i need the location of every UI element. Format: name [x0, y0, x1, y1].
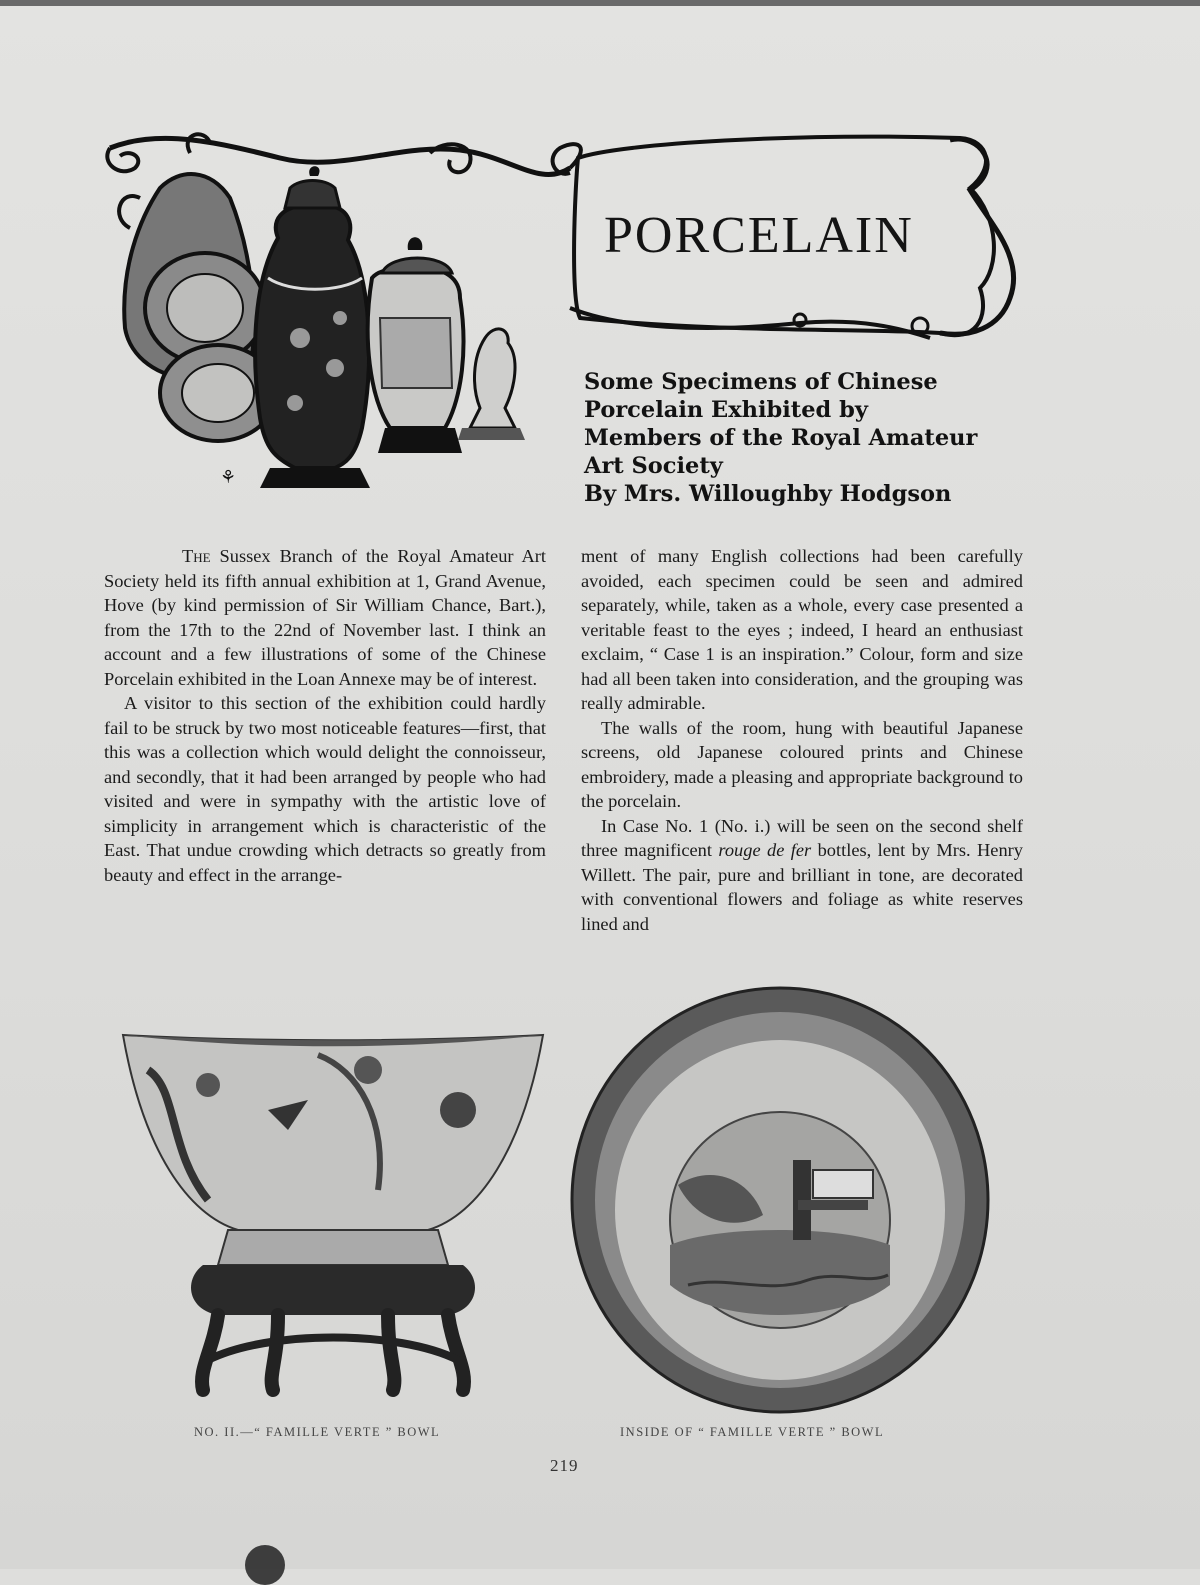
paragraph: A visitor to this section of the exhibition could hardly fail to be struck by two most noticeable features—first, that this was a collection which would delight the connoisseur, and secondly, that it had been arranged by people who had visited and were in sympathy with the artistic love of simplicity in arrangement which is characteristic of the East. That undue crowding which detracts so greatly from beauty and effect in the arrange- [104, 693, 546, 885]
subtitle-line: Some Specimens of Chinese [584, 369, 938, 395]
page-title: PORCELAIN [604, 207, 914, 264]
paragraph-text: In Case No. 1 (No. i.) will be seen on the second shelf three magnificent [581, 815, 1023, 860]
paragraph [104, 544, 546, 691]
paragraph: The walls of the room, hung with beautiful Japanese screens, old Japanese coloured prints and Chinese embroidery, made a pleasing and appropriate background to the porcelain. [581, 717, 1023, 811]
svg-text:⚘: ⚘ [220, 467, 237, 488]
paragraph-text: bottles, lent by Mrs. Henry Willett. The pair, pure and brilliant in tone, are decorated with conventional flowers and foliage as white reserves lined and [581, 840, 1023, 934]
top-border [0, 0, 1200, 6]
subtitle-line: Art Society [584, 453, 723, 479]
paragraph-text: Sussex Branch of the Royal Amateur Art Society held its fifth annual exhibition at 1, Grand Avenue, Hove (by kind permission of Sir William Chance, Bart.), from the 17th to the 22nd of November last. I think an account and a few illustrations of some of the Chinese Porcelain exhibited in the Loan Annexe may be of interest. [104, 546, 546, 689]
figure-caption: INSIDE OF “ FAMILLE VERTE ” BOWL [620, 1425, 885, 1439]
page-number: 219 [550, 1456, 579, 1475]
paragraph: ment of many English collections had been carefully avoided, each specimen could be seen and admired separately, while, taken as a whole, every case presented a veritable feast to the eyes ; indeed, I heard an enthusiast exclaim, “ Case 1 is an inspiration.” Colour, form and size had all been taken into consideration, and the grouping was really admirable. [581, 546, 1023, 713]
subtitle-line: Members of the Royal Amateur [584, 425, 978, 451]
author-byline: By Mrs. Willoughby Hodgson [584, 481, 952, 507]
subtitle-line: Porcelain Exhibited by [584, 397, 868, 423]
drop-lead: The [182, 546, 211, 566]
article-subtitle [584, 368, 1044, 508]
right-column [581, 544, 1023, 936]
left-column [104, 544, 546, 887]
figure-caption: NO. II.—“ FAMILLE VERTE ” BOWL [194, 1425, 441, 1439]
paragraph [581, 814, 1023, 937]
bowl-interior-photo [568, 985, 993, 1415]
famille-verte-bowl-photo [118, 1030, 548, 1410]
scan-artifact [245, 1545, 285, 1585]
italic-term: rouge de fer [718, 840, 812, 860]
